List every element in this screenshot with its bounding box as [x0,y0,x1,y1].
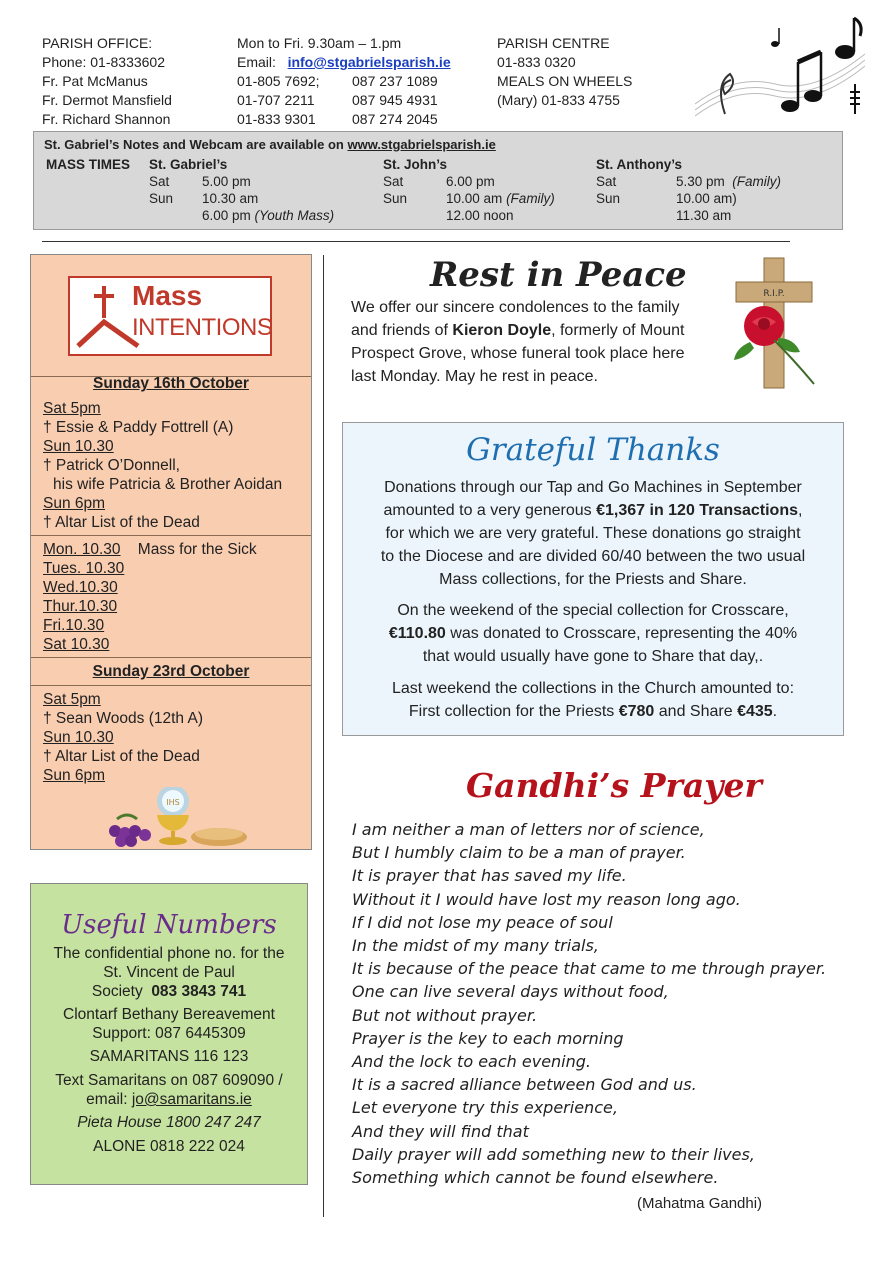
intention: † Altar List of the Dead [43,514,200,531]
prayer-line: In the midst of my many trials, [352,936,599,956]
host-label: IHS [166,798,180,807]
thanks-line: Mass collections, for the Priests and Share. [439,571,747,588]
prayer-line: Daily prayer will add something new to their lives, [352,1144,755,1164]
header-line: Mon to Fri. 9.30am – 1.pm [237,35,402,51]
samaritans-email-link[interactable]: jo@samaritans.ie [131,1091,252,1108]
sunday-heading-text: Sunday 16th October [93,375,249,392]
prayer-line: It is because of the peace that came to me through prayer. [352,959,827,979]
website-link[interactable]: www.stgabrielsparish.ie [347,137,496,152]
useful-line: Society 083 3843 741 [91,983,247,1000]
church-name: St. John’s [383,157,448,172]
email-label: Email: [237,54,276,70]
mass-slot: Sun 6pm [43,767,106,784]
thanks-line: that would usually have gone to Share that day,. [422,648,764,665]
prayer-line: It is a sacred alliance between God and us. [352,1075,697,1095]
thanks-title: Grateful Thanks [466,432,720,468]
mass-time: 12.00 noon [446,208,514,223]
sunday-heading [31,662,311,681]
header-line: (Mary) 01-833 4755 [497,92,620,108]
useful-line: The confidential phone no. for the [53,945,285,962]
prayer-line: One can live several days without food, [352,982,669,1002]
header-line: Phone: 01-8333602 [42,54,165,70]
separator [31,376,311,377]
weekday-slot: Mon. 10.30 [43,541,121,558]
cross-rose-icon [730,256,822,392]
mass-times-box [33,131,843,230]
thanks-line: On the weekend of the special collection for Crosscare, [397,602,789,619]
logo-text-mass: Mass [132,280,203,311]
header-line: 087 274 2045 [352,111,438,127]
weekday-slot: Fri.10.30 [43,617,105,634]
separator [31,535,311,536]
prayer-line: And the lock to each evening. [352,1052,591,1072]
prayer-line: If I did not lose my peace of soul [352,912,613,932]
prayer-line: Prayer is the key to each morning [352,1028,624,1048]
church-name: St. Anthony’s [596,157,682,172]
useful-line: SAMARITANS 116 123 [89,1048,249,1065]
weekday-slot: Thur.10.30 [43,598,118,615]
rip-line: last Monday. May he rest in peace. [351,368,598,385]
header-line: PARISH CENTRE [497,35,610,51]
header-line: 01-707 2211 [237,92,315,108]
thanks-line: €110.80 was donated to Crosscare, representing the 40% [388,625,798,642]
eucharist-icon [101,787,251,847]
thanks-line: Last weekend the collections in the Church amounted to: [391,680,795,697]
header-line: 087 945 4931 [352,92,438,108]
useful-line: ALONE 0818 222 024 [93,1138,245,1155]
mass-time: 10.00 am) [676,191,737,206]
separator [31,685,311,686]
thanks-line: amounted to a very generous €1,367 in 120 Transactions, [383,502,803,519]
weekday-note: Mass for the Sick [137,541,257,558]
mass-time [676,173,781,190]
header-line: 087 237 1089 [352,73,438,89]
thanks-line: for which we are very grateful. These donations go straight [385,525,801,542]
mass-time [202,207,334,224]
header-line: 01-805 7692; [237,73,320,89]
thanks-line: Donations through our Tap and Go Machines in September [384,479,802,496]
mass-day: Sun [596,191,621,206]
intention: † Sean Woods (12th A) [43,710,203,727]
rip-line: We offer our sincere condolences to the family [351,299,680,316]
useful-line: Pieta House 1800 247 247 [77,1114,261,1131]
mass-time-value: 5.30 pm [676,174,725,189]
mass-times-label: MASS TIMES [46,157,131,172]
mass-note: (Family) [732,174,782,189]
header-line: Fr. Richard Shannon [42,111,171,127]
useful-line: Clontarf Bethany Bereavement [63,1006,275,1023]
header-line [237,53,451,72]
prayer-line: And they will find that [352,1121,529,1141]
parish-office-block [42,34,172,129]
prayer-line: But not without prayer. [352,1005,538,1025]
rip-line: Prospect Grove, whose funeral took place here [351,345,685,362]
prayer-line: Let everyone try this experience, [352,1098,618,1118]
useful-line: Text Samaritans on 087 609090 / [55,1072,283,1089]
separator [31,657,311,658]
useful-line: Support: 087 6445309 [92,1025,246,1042]
header-line: Fr. Pat McManus [42,73,148,89]
rip-title: Rest in Peace [430,255,687,295]
column-divider [323,255,324,1217]
mass-intentions-logo [68,276,272,356]
parish-centre-block [497,34,632,110]
useful-numbers-title: Useful Numbers [61,910,277,940]
sunday-heading-text: Sunday 23rd October [92,663,250,680]
email-link[interactable]: info@stgabrielsparish.ie [287,54,451,70]
webcam-notice [44,137,496,152]
prayer-line: It is prayer that has saved my life. [352,866,627,886]
weekday-mass [43,540,257,559]
rip-text [351,296,731,388]
mass-intentions-box [30,254,312,850]
webcam-notice-text: St. Gabriel’s Notes and Webcam are available on [44,137,344,152]
prayer-line: I am neither a man of letters nor of science, [352,820,705,839]
mass-time: 5.00 pm [202,174,251,189]
mass-slot: Sun 6pm [43,495,106,512]
mass-day: Sat [383,174,404,189]
useful-line: email: jo@samaritans.ie [86,1091,252,1108]
mass-time: 6.00 pm [446,174,495,189]
weekday-slot: Wed.10.30 [43,579,118,596]
header-line: 01-833 9301 [237,111,316,127]
divider [42,241,790,242]
mass-time: 11.30 am [676,208,732,223]
mass-time-value: 6.00 pm [202,208,251,223]
intention: † Altar List of the Dead [43,748,200,765]
music-notes-icon [695,14,865,126]
header-line: 01-833 0320 [497,54,576,70]
prayer-line: Without it I would have lost my reason long ago. [352,889,741,909]
thanks-line: to the Diocese and are divided 60/40 between the two usual [380,548,806,565]
mass-slot: Sun 10.30 [43,729,114,746]
prayer-line: Something which cannot be found elsewhere. [352,1168,719,1188]
prayer-attribution: (Mahatma Gandhi) [637,1195,763,1212]
mobile-numbers-block [352,72,438,129]
mass-time-value: 10.00 am [446,191,503,206]
mass-day: Sun [149,191,174,206]
mass-slot: Sun 10.30 [43,438,114,455]
mass-day: Sat [596,174,617,189]
rip-cross-label: R.I.P. [763,289,785,299]
intention: his wife Patricia & Brother Aoidan [53,476,283,493]
gandhi-title: Gandhi’s Prayer [466,766,762,805]
prayer-line: But I humbly claim to be a man of prayer. [352,843,686,863]
weekday-slot: Sat 10.30 [43,636,110,653]
prayer-text [352,818,826,1189]
mass-day: Sat [149,174,170,189]
logo-text-intentions: INTENTIONS [132,314,273,341]
mass-slot: Sat 5pm [43,691,101,708]
thanks-line: First collection for the Priests €780 and Share €435. [408,703,778,720]
mass-note: (Family) [506,191,555,206]
intention: † Essie & Paddy Fottrell (A) [43,419,234,436]
header-line: MEALS ON WHEELS [497,73,633,89]
mass-slot: Sat 5pm [43,400,101,417]
useful-line: St. Vincent de Paul [103,964,235,981]
header-line: Fr. Dermot Mansfield [42,92,172,108]
mass-note: (Youth Mass) [254,208,335,223]
grateful-thanks-box [342,422,844,736]
useful-numbers-box [30,883,308,1185]
mass-time: 10.30 am [202,191,259,206]
header-line: PARISH OFFICE: [42,35,153,51]
intention: † Patrick O’Donnell, [43,457,180,474]
mass-time [446,190,555,207]
church-name: St. Gabriel’s [149,157,228,172]
mass-day: Sun [383,191,408,206]
rip-line: and friends of Kieron Doyle, formerly of Mount [351,322,685,339]
weekday-slot: Tues. 10.30 [43,560,125,577]
